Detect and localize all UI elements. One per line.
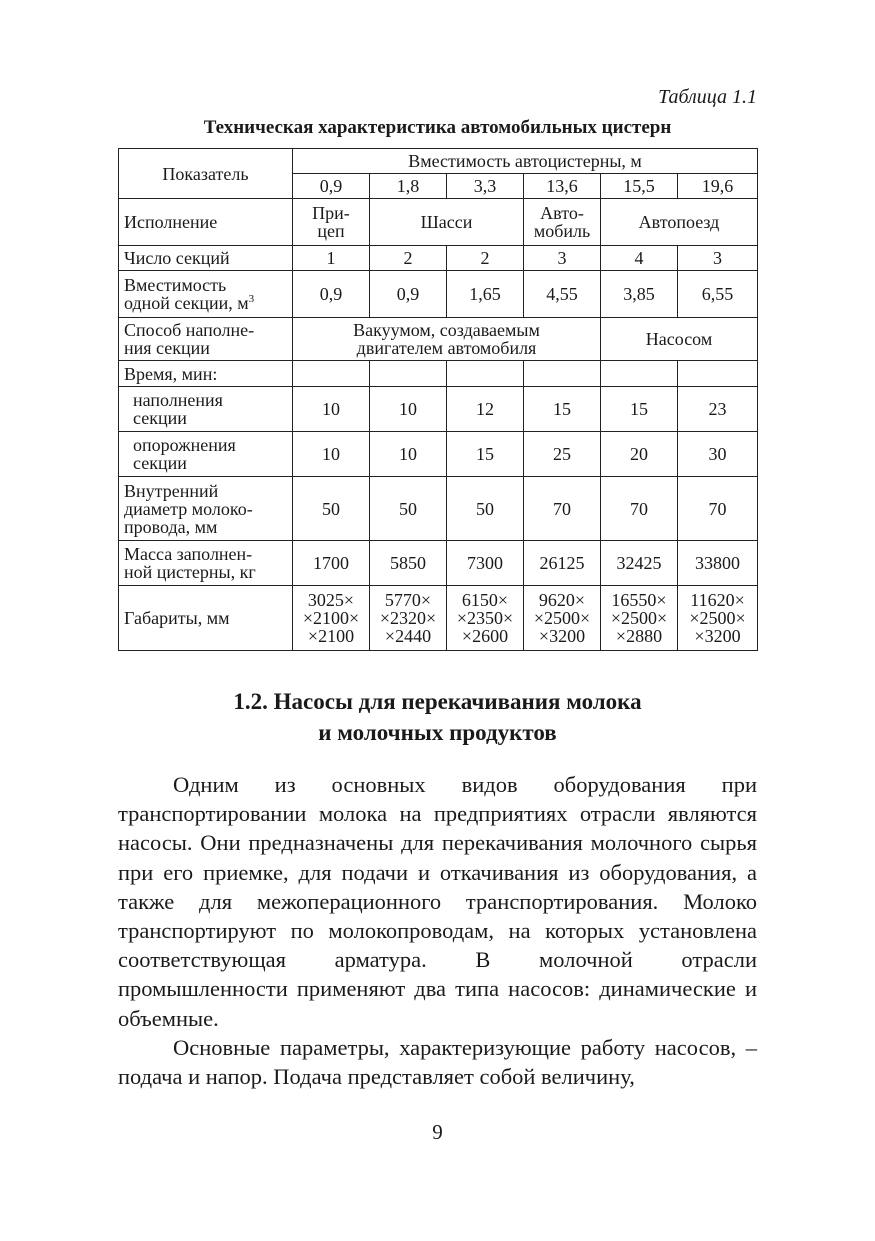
table-cell: 3,85	[601, 271, 678, 318]
body-text	[118, 770, 757, 1091]
table-cell: 50	[370, 477, 447, 541]
page-number: 9	[432, 1120, 443, 1144]
table-cell: 20	[601, 432, 678, 477]
version-trailer: При- цеп	[293, 199, 370, 246]
empty-cell	[678, 361, 758, 387]
table-cell: 3025× ×2100× ×2100	[293, 586, 370, 651]
table-row	[119, 541, 758, 586]
table-row	[119, 586, 758, 651]
paragraph: Основные параметры, характеризующие работу насосов, – подача и напор. Подача представляет собой величину,	[118, 1034, 757, 1090]
table-cell: 7300	[447, 541, 524, 586]
table-cell: 5770× ×2320× ×2440	[370, 586, 447, 651]
table-label: Таблица 1.1	[658, 86, 757, 108]
row-label-dimensions: Габариты, мм	[119, 586, 293, 651]
table-cell: 23	[678, 387, 758, 432]
section-title	[118, 686, 757, 748]
table-cell: 6150× ×2350× ×2600	[447, 586, 524, 651]
table-cell: 10	[293, 387, 370, 432]
table-row	[119, 271, 758, 318]
capacity-cell: 15,5	[601, 174, 678, 199]
table-cell: 10	[370, 387, 447, 432]
fill-method-vacuum: Вакуумом, создаваемым двигателем автомобиля	[293, 318, 601, 361]
section-capacity-label-sup: 3	[248, 293, 255, 305]
table-row	[119, 199, 758, 246]
capacity-cell: 1,8	[370, 174, 447, 199]
empty-cell	[293, 361, 370, 387]
capacity-cell: 19,6	[678, 174, 758, 199]
table-cell: 1700	[293, 541, 370, 586]
table-cell: 70	[601, 477, 678, 541]
table-cell: 15	[447, 432, 524, 477]
empty-cell	[601, 361, 678, 387]
table-cell: 30	[678, 432, 758, 477]
spec-table	[118, 148, 758, 651]
header-indicator: Показатель	[119, 149, 293, 199]
table-cell: 70	[524, 477, 601, 541]
table-cell: 0,9	[293, 271, 370, 318]
row-label-pipe-diameter: Внутренний диаметр молоко- провода, мм	[119, 477, 293, 541]
table-header-row	[119, 149, 758, 174]
table-row	[119, 318, 758, 361]
table-cell: 3	[524, 246, 601, 271]
table-cell: 10	[293, 432, 370, 477]
table-cell: 2	[370, 246, 447, 271]
header-capacity: Вместимость автоцистерны, м	[293, 149, 758, 174]
table-cell: 70	[678, 477, 758, 541]
empty-cell	[370, 361, 447, 387]
section-capacity-label-line1: Вместимость	[124, 275, 227, 295]
section-title-line1: 1.2. Насосы для перекачивания молока	[233, 689, 642, 714]
version-chassis: Шасси	[370, 199, 524, 246]
table-cell: 26125	[524, 541, 601, 586]
table-cell: 10	[370, 432, 447, 477]
row-label-fill-time: наполнения секции	[119, 387, 293, 432]
version-road-train: Автопоезд	[601, 199, 758, 246]
table-cell: 50	[293, 477, 370, 541]
section-title-line2: и молочных продуктов	[318, 720, 557, 745]
table-row	[119, 387, 758, 432]
table-cell: 6,55	[678, 271, 758, 318]
table-cell: 4,55	[524, 271, 601, 318]
table-cell: 4	[601, 246, 678, 271]
table-cell: 1,65	[447, 271, 524, 318]
table-cell: 3	[678, 246, 758, 271]
table-row	[119, 246, 758, 271]
row-label-section-capacity	[119, 271, 293, 318]
empty-cell	[447, 361, 524, 387]
table-cell: 33800	[678, 541, 758, 586]
table-cell: 50	[447, 477, 524, 541]
section-capacity-label-line2: одной секции, м	[124, 293, 249, 313]
row-label-mass: Масса заполнен- ной цистерны, кг	[119, 541, 293, 586]
table-cell: 15	[601, 387, 678, 432]
table-cell: 12	[447, 387, 524, 432]
table-cell: 0,9	[370, 271, 447, 318]
table-cell: 9620× ×2500× ×3200	[524, 586, 601, 651]
table-cell: 15	[524, 387, 601, 432]
row-label-sections: Число секций	[119, 246, 293, 271]
table-cell: 11620× ×2500× ×3200	[678, 586, 758, 651]
table-title: Техническая характеристика автомобильных цистерн	[203, 117, 672, 138]
table-cell: 32425	[601, 541, 678, 586]
fill-method-pump: Насосом	[601, 318, 758, 361]
version-automobile: Авто- мобиль	[524, 199, 601, 246]
table-cell: 2	[447, 246, 524, 271]
row-label-time: Время, мин:	[119, 361, 293, 387]
empty-cell	[524, 361, 601, 387]
table-cell: 1	[293, 246, 370, 271]
table-cell: 5850	[370, 541, 447, 586]
row-label-fill-method: Способ наполне- ния секции	[119, 318, 293, 361]
table-row	[119, 361, 758, 387]
capacity-cell: 13,6	[524, 174, 601, 199]
row-label-version: Исполнение	[119, 199, 293, 246]
table-cell: 25	[524, 432, 601, 477]
table-row	[119, 477, 758, 541]
capacity-cell: 3,3	[447, 174, 524, 199]
table-row	[119, 432, 758, 477]
paragraph: Одним из основных видов оборудования при транспортировании молока на предприятиях отрасли являются насосы. Они предназначены для перекачивания молочного сырья при его приемке, для подачи и откачивания из оборудования, а также для межоперационного транспортирования. Молоко транспортируют по молокопроводам, на которых установлена соответствующая арматура. В молочной отрасли промышленности применяют два типа насосов: динамические и объемные.	[118, 772, 757, 1031]
table-cell: 16550× ×2500× ×2880	[601, 586, 678, 651]
row-label-empty-time: опорожнения секции	[119, 432, 293, 477]
capacity-cell: 0,9	[293, 174, 370, 199]
